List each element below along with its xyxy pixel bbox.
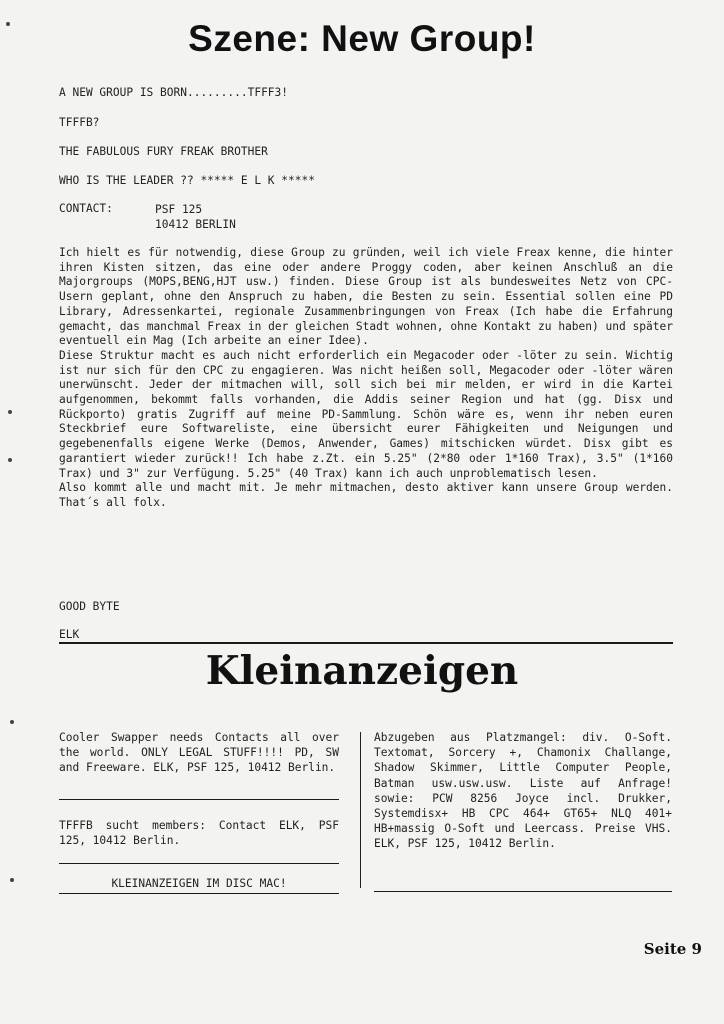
intro-line-name: THE FABULOUS FURY FREAK BROTHER — [59, 145, 268, 158]
punch-hole-mark — [10, 878, 14, 882]
ad-divider — [374, 891, 672, 892]
intro-line-leader: WHO IS THE LEADER ?? ***** E L K ***** — [59, 174, 315, 187]
section-divider — [59, 642, 673, 644]
punch-hole-mark — [10, 720, 14, 724]
classified-ad: TFFFB sucht members: Contact ELK, PSF 125, 10412 Berlin. — [59, 819, 339, 848]
classified-ad: Cooler Swapper needs Contacts all over the world. ONLY LEGAL STUFF!!!! PD, SW and Freeware. ELK, PSF 125, 10412 Berlin. — [59, 731, 339, 775]
classifieds-footer: KLEINANZEIGEN IM DISC MAC! — [111, 877, 287, 890]
contact-address-line: 10412 BERLIN — [155, 218, 236, 231]
ad-divider — [59, 893, 339, 894]
column-divider — [360, 732, 361, 888]
intro-line-born: A NEW GROUP IS BORN.........TFFF3! — [59, 86, 289, 99]
contact-address-line: PSF 125 — [155, 203, 203, 216]
punch-hole-mark — [8, 410, 12, 414]
contact-label: CONTACT: — [59, 202, 113, 215]
article-paragraph: Diese Struktur macht es auch nicht erforderlich ein Megacoder oder -löter zu sein. Wichtig ist nur sich für den CPC zu engagieren. Was nicht heißen soll, Megacoder oder -löter wären unerwünscht. Jeder der mitmachen will, soll sich bei mir melden, er wird in die Kartei aufgenommen, bekommt falls vorhanden, die Addis seiner Region und hat (gg. Disx und Rückporto) gratis Zugriff auf meine PD-Sammlung. Schön wäre es, wenn ihr neben euren Steckbrief eure Softwareliste, eine übersicht eurer Fähigkeiten und Neigungen und gegebenenfalls eigene Werke (Demos, Anwender, Games) mitschicken würdet. Disx gibt es garantiert wieder zurück!! Ich habe z.Zt. ein 5.25" (2*80 oder 1*160 Trax), 3.5" (1*160 Trax) und 3" zur Verfügung. 5.25" (40 Trax) kann ich auch unproblematisch lesen. — [59, 348, 673, 480]
ad-divider — [59, 799, 339, 800]
classifieds-heading: Kleinanzeigen — [205, 648, 519, 694]
contact-address — [155, 202, 236, 232]
article-paragraph: Also kommt alle und macht mit. Je mehr mitmachen, desto aktiver kann unsere Group werden. That´s all folx. — [59, 481, 673, 509]
classified-ad: Abzugeben aus Platzmangel: div. O-Soft. Textomat, Sorcery +, Chamonix Challange, Shadow Skimmer, Little Computer People, Batman usw.usw.usw. Liste auf Anfrage! sowie: PCW 8256 Joyce incl. Drukker, Systemdisx+ HB CPC 464+ GT65+ NLQ 401+ HB+massig O-Soft und Leercass. Preise VHS. ELK, PSF 125, 10412 Berlin. — [374, 731, 672, 851]
signoff: GOOD BYTE — [59, 600, 120, 613]
page-title: Szene: New Group! — [188, 18, 536, 59]
signature: ELK — [59, 628, 80, 641]
intro-line-group: TFFFB? — [59, 116, 100, 129]
article-paragraph: Ich hielt es für notwendig, diese Group zu gründen, weil ich viele Freax kenne, die hinter ihren Kisten sitzen, das eine oder andere Proggy coden, aber keinen Anschluß an die Majorgroups (MOPS,BENG,HJT usw.) finden. Diese Group ist als bundesweites Netz von CPC-Usern geplant, ohne den Anspruch zu haben, die Besten zu sein. Essential sollen eine PD Library, Adressenkartei, regionale Zusammenbringungen von Freax (Ich habe die Erfahrung gemacht, das manchmal Freax in der gleichen Stadt wohnen, ohne Kontakt zu haben) und später eventuell ein Mag (Ich arbeite an einer Idee). — [59, 246, 673, 348]
ad-divider — [59, 863, 339, 864]
page-number: Seite 9 — [643, 940, 702, 958]
punch-hole-mark — [8, 458, 12, 462]
article-body — [59, 246, 673, 511]
